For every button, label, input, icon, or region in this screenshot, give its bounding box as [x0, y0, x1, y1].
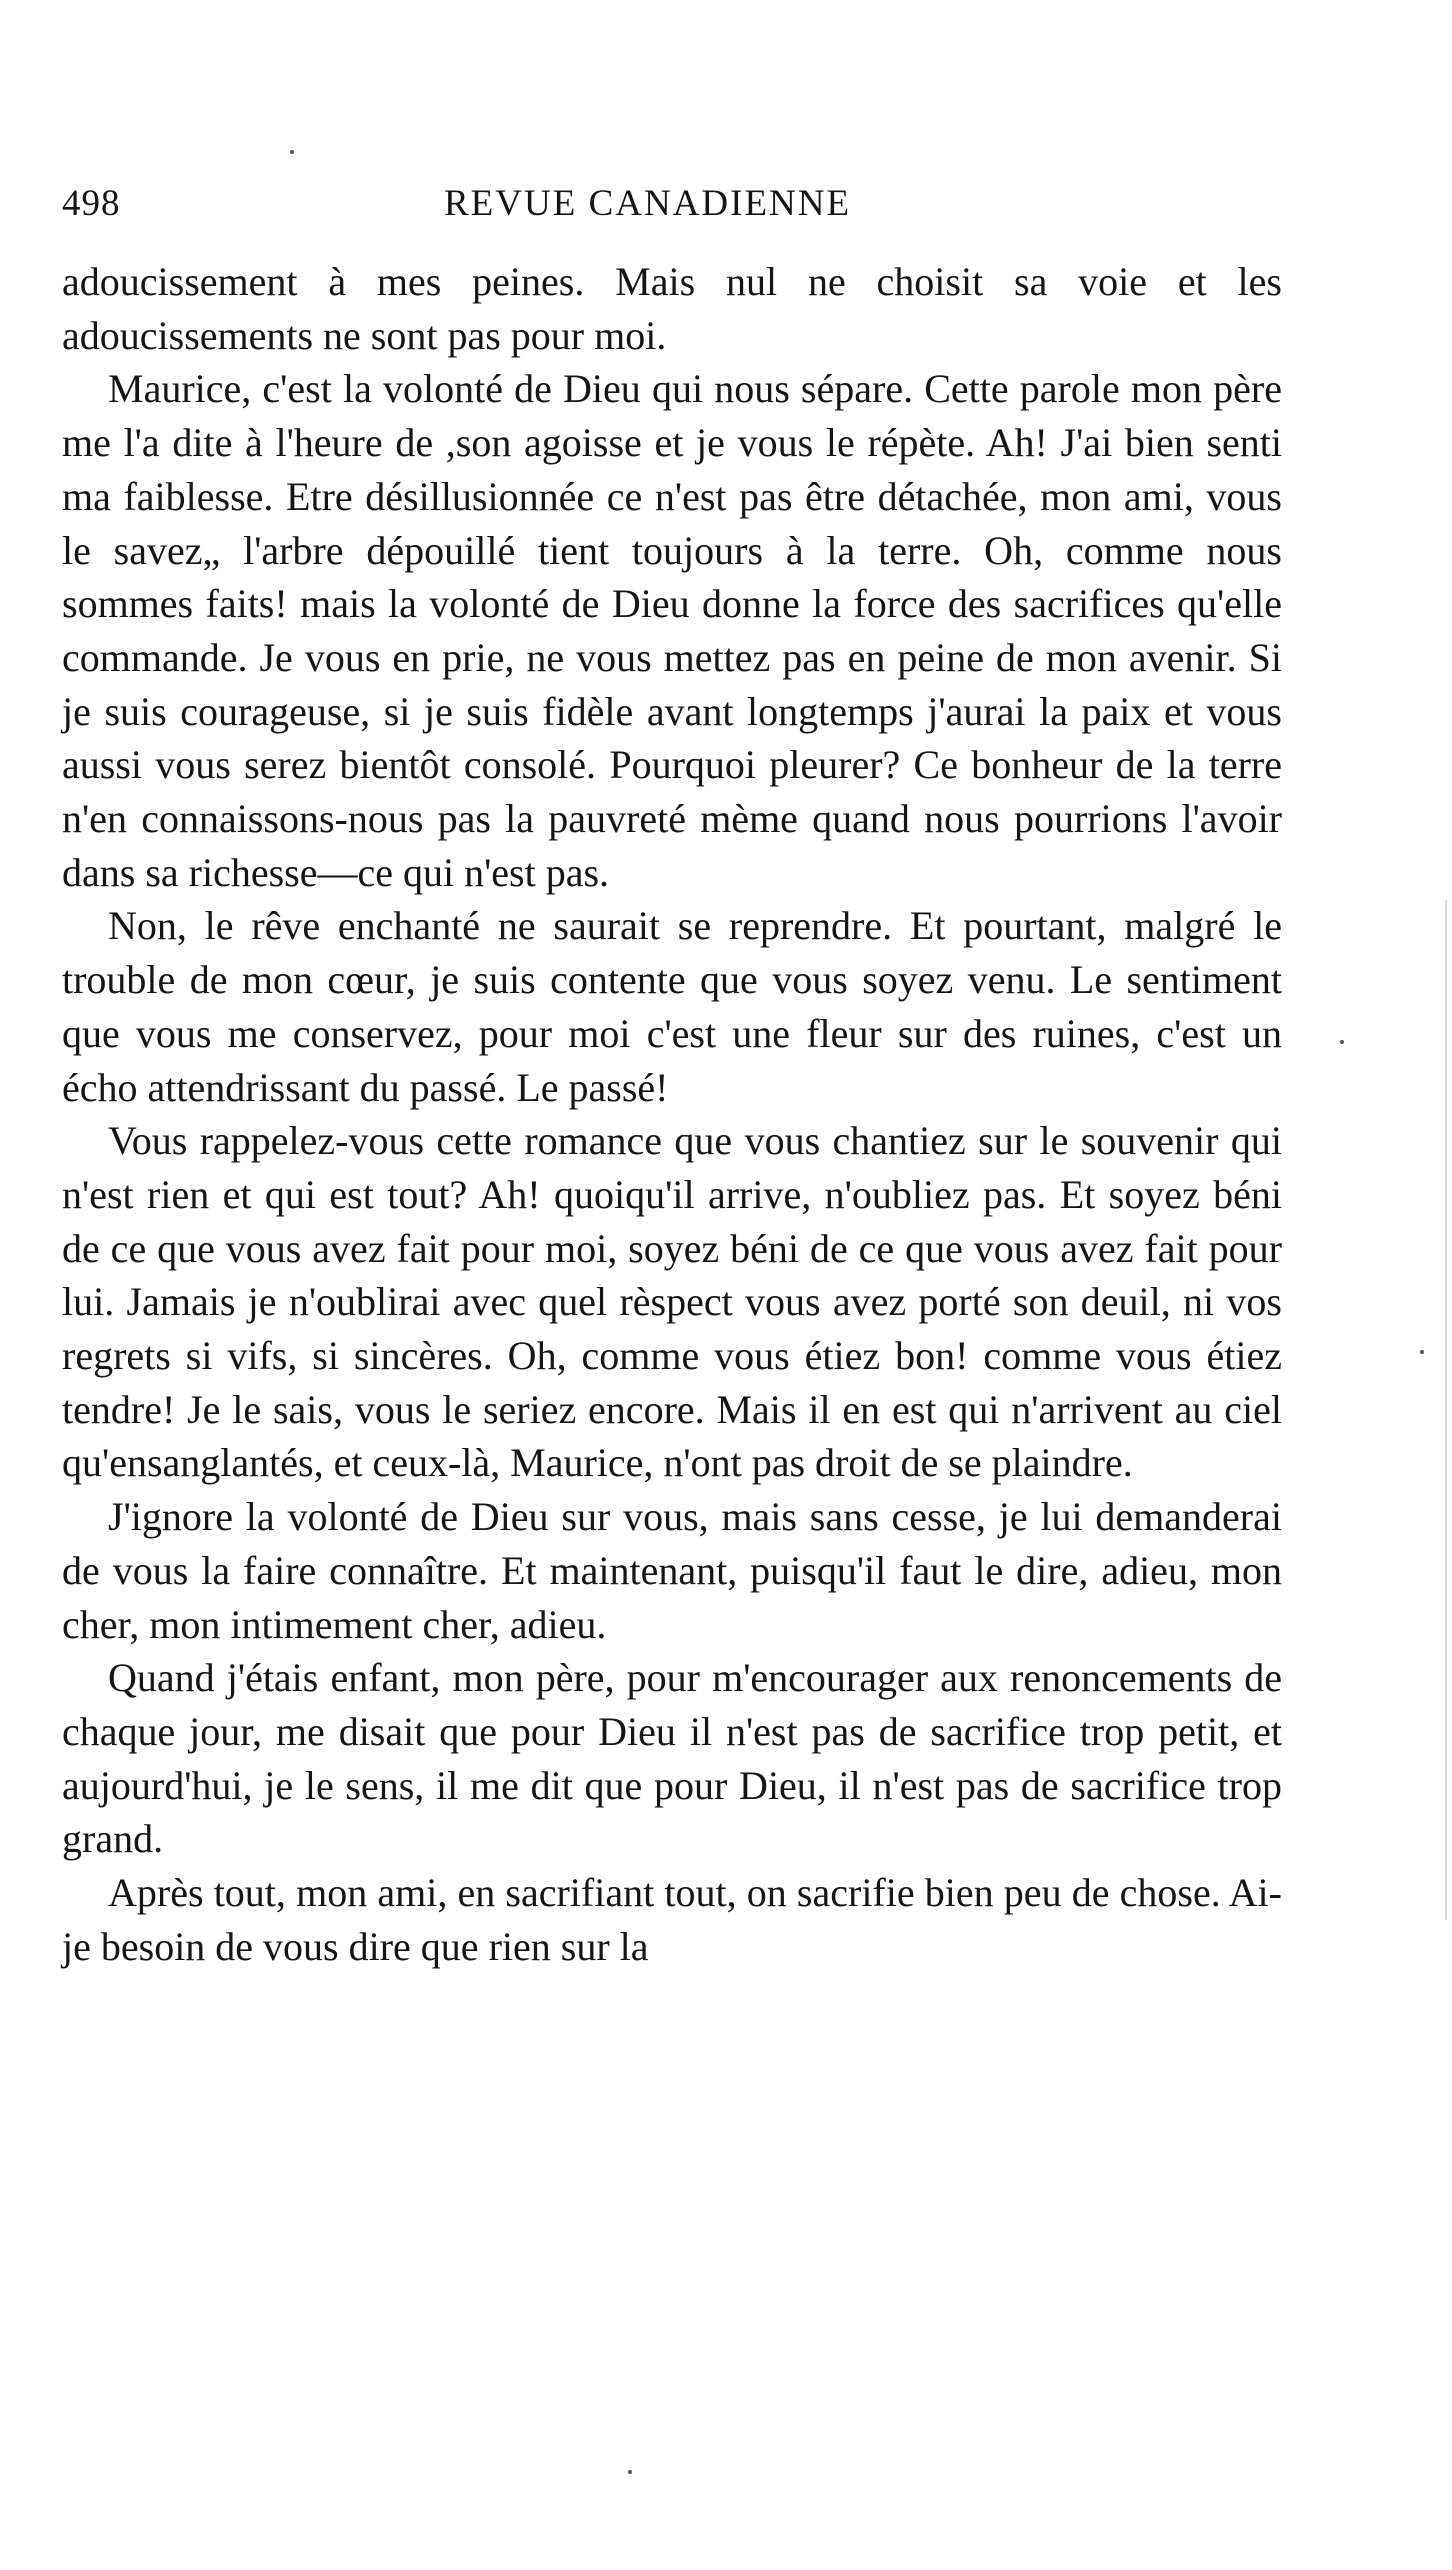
paragraph: Maurice, c'est la volonté de Dieu qui nous sépare. Cette parole mon père me l'a dite à l'heure de ,son agoisse et je vous le répète. Ah! J'ai bien senti ma faiblesse. Etre désillusionnée ce n'est pas être détachée, mon ami, vous le savez„ l'arbre dépouillé tient toujours à la terre. Oh, comme nous sommes faits! mais la volonté de Dieu donne la force des sacrifices qu'elle commande. Je vous en prie, ne vous mettez pas en peine de mon avenir. Si je suis courageuse, si je suis fidèle avant longtemps j'aurai la paix et vous aussi vous serez bientôt consolé. Pourquoi pleurer? Ce bonheur de la terre n'en connaissons-nous pas la pauvreté mème quand nous pourrions l'avoir dans sa richesse—ce qui n'est pas.: [62, 366, 1282, 895]
page-number: 498: [62, 183, 121, 224]
paragraph: Après tout, mon ami, en sacrifiant tout, on sacrifie bien peu de chose. Ai-je besoin de vous dire que rien sur la: [62, 1870, 1282, 1969]
scan-speck: [290, 150, 294, 154]
scan-speck: [1420, 1350, 1424, 1354]
running-head: [62, 182, 1282, 234]
body-text: [62, 255, 1282, 1974]
paragraph: Vous rappelez-vous cette romance que vous chantiez sur le souvenir qui n'est rien et qui est tout? Ah! quoiqu'il arrive, n'oubliez pas. Et soyez béni de ce que vous avez fait pour moi, soyez béni de ce que vous avez fait pour lui. Jamais je n'oublirai avec quel rèspect vous avez porté son deuil, ni vos regrets si vifs, si sincères. Oh, comme vous étiez bon! comme vous étiez tendre! Je le sais, vous le seriez encore. Mais il en est qui n'arrivent au ciel qu'ensanglantés, et ceux-là, Maurice, n'ont pas droit de se plaindre.: [62, 1118, 1282, 1486]
paragraph: J'ignore la volonté de Dieu sur vous, mais sans cesse, je lui demanderai de vous la faire connaître. Et maintenant, puisqu'il faut le dire, adieu, mon cher, mon intimement cher, adieu.: [62, 1494, 1282, 1647]
paragraph: Non, le rêve enchanté ne saurait se reprendre. Et pourtant, malgré le trouble de mon cœur, je suis contente que vous soyez venu. Le sentiment que vous me conservez, pour moi c'est une fleur sur des ruines, c'est un écho attendrissant du passé. Le passé!: [62, 903, 1282, 1110]
journal-title: REVUE CANADIENNE: [444, 183, 852, 224]
paragraph-continued: adoucissement à mes peines. Mais nul ne choisit sa voie et les adoucissements ne sont pas pour moi.: [62, 259, 1282, 358]
scan-speck: [628, 2470, 632, 2474]
scan-speck: [1340, 1040, 1344, 1044]
paragraph: Quand j'étais enfant, mon père, pour m'encourager aux renoncements de chaque jour, me disait que pour Dieu il n'est pas de sacrifice trop petit, et aujourd'hui, je le sens, il me dit que pour Dieu, il n'est pas de sacrifice trop grand.: [62, 1655, 1282, 1862]
page-edge-line: [1445, 900, 1447, 1920]
